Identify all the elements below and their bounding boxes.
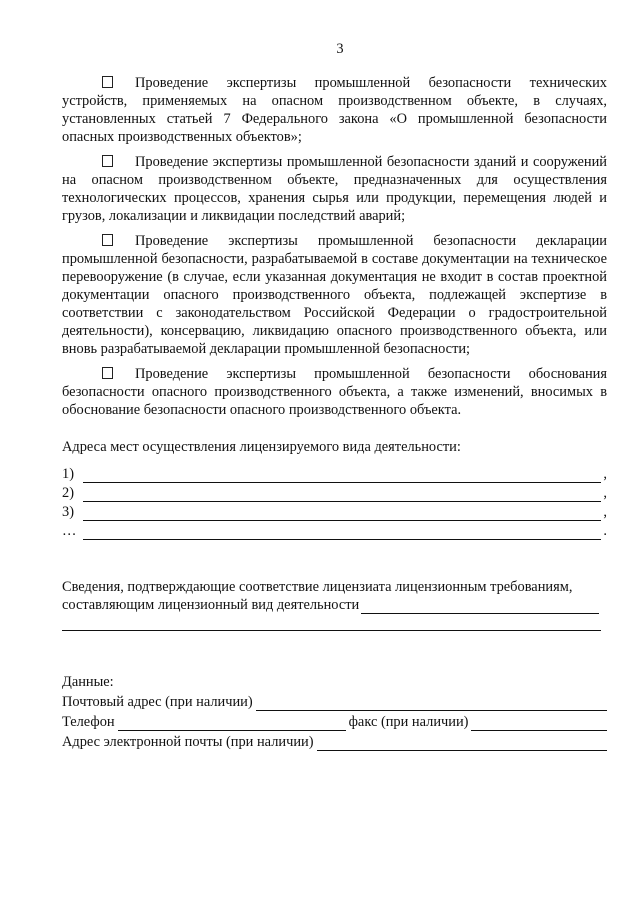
document-body xyxy=(62,74,607,751)
address-end-mark: , xyxy=(603,466,607,482)
address-number: 2) xyxy=(62,485,74,501)
address-input-line[interactable] xyxy=(83,489,601,502)
activity-item-4 xyxy=(62,365,607,419)
address-number: … xyxy=(62,523,77,539)
activity-item-text: Проведение экспертизы промышленной безопасности обоснования безопасности опасного производственного объекта, а также изменений, вносимых в обоснование безопасности опасного производственного объекта. xyxy=(62,366,607,418)
page-number: 3 xyxy=(336,41,344,57)
postal-address-label: Почтовый адрес (при наличии) xyxy=(62,694,253,710)
checkbox-icon[interactable] xyxy=(102,76,113,88)
compliance-input-line-2[interactable] xyxy=(62,614,601,631)
address-row-1 xyxy=(62,464,607,483)
phone-fax-row xyxy=(62,711,607,731)
activity-item-text: Проведение экспертизы промышленной безопасности декларации промышленной безопасности, разрабатываемой в составе документации на техническое перевооружение (в случае, если указанная документация не входит в состав проектной документации опасного производственного объекта, подлежащей экспертизе в соответствии с законодательством Российской Федерации о градостроительной деятельности), консервацию, ликвидацию опасного производственного объекта, или вновь разрабатываемой декларации промышленной безопасности; xyxy=(62,233,607,357)
checkbox-icon[interactable] xyxy=(102,367,113,379)
address-input-line[interactable] xyxy=(83,508,601,521)
address-input-line[interactable] xyxy=(83,470,601,483)
compliance-row xyxy=(62,596,607,614)
compliance-label-line1: Сведения, подтверждающие соответствие лицензиата лицензионным требованиям, xyxy=(62,579,573,595)
address-end-mark: . xyxy=(603,523,607,539)
address-row-2 xyxy=(62,483,607,502)
address-row-3 xyxy=(62,502,607,521)
checkbox-icon[interactable] xyxy=(102,155,113,167)
email-row xyxy=(62,731,607,751)
email-label: Адрес электронной почты (при наличии) xyxy=(62,734,314,750)
contact-data-heading: Данные: xyxy=(62,674,114,690)
address-number: 3) xyxy=(62,504,74,520)
activity-item-text: Проведение экспертизы промышленной безопасности зданий и сооружений на опасном производственном объекте, предназначенных для осуществления технологических процессов, хранения сырья или продукции, перемещения людей и грузов, локализации и ликвидации последствий аварий; xyxy=(62,154,607,224)
address-row-more xyxy=(62,521,607,540)
address-input-line[interactable] xyxy=(83,527,601,540)
fax-input-line[interactable] xyxy=(471,718,607,731)
compliance-input-line[interactable] xyxy=(361,601,599,614)
email-input-line[interactable] xyxy=(317,738,607,751)
contact-data-section xyxy=(62,673,607,751)
address-end-mark: , xyxy=(603,485,607,501)
addresses-heading: Адреса мест осуществления лицензируемого вида деятельности: xyxy=(62,439,461,455)
postal-address-row xyxy=(62,691,607,711)
address-end-mark: , xyxy=(603,504,607,520)
activity-item-1 xyxy=(62,74,607,146)
checkbox-icon[interactable] xyxy=(102,234,113,246)
address-number: 1) xyxy=(62,466,74,482)
compliance-label-line2: составляющим лицензионный вид деятельности xyxy=(62,597,360,613)
postal-address-input-line[interactable] xyxy=(256,698,607,711)
phone-label: Телефон xyxy=(62,714,115,730)
phone-input-line[interactable] xyxy=(118,718,346,731)
compliance-section xyxy=(62,578,607,631)
activity-item-3 xyxy=(62,232,607,358)
activity-item-text: Проведение экспертизы промышленной безопасности технических устройств, применяемых на опасном производственном объекте, в случаях, установленных статьей 7 Федерального закона «О промышленной безопасности опасных производственных объектов»; xyxy=(62,75,607,145)
activity-item-2 xyxy=(62,153,607,225)
fax-label: факс (при наличии) xyxy=(348,714,469,730)
